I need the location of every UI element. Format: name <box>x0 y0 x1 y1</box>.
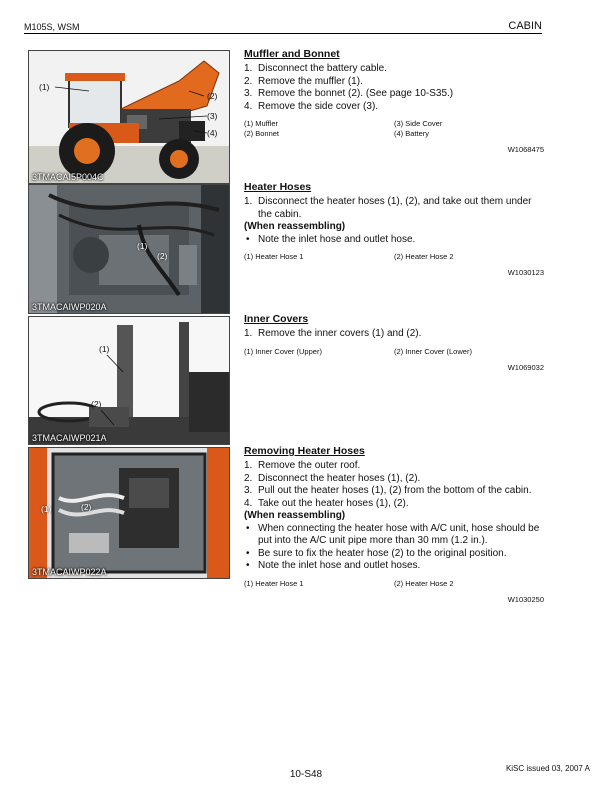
step: 2. Disconnect the heater hoses (1), (2). <box>244 472 421 484</box>
legend-item: (2) Bonnet <box>244 129 280 138</box>
callout-1: (1) <box>137 241 148 251</box>
steps-list <box>244 196 544 221</box>
callout-1: (1) <box>99 344 110 354</box>
reassembly-heading: (When reassembling) <box>244 221 346 232</box>
note: • When connecting the heater hose with A/C unit, hose should be put into the A/C unit pipe more than 30 mm (1.2 in.). <box>244 523 544 548</box>
callout-2: (2) <box>91 399 102 409</box>
legend <box>244 252 544 262</box>
notes-list <box>244 234 544 247</box>
legend-item: (3) Side Cover <box>394 119 443 128</box>
legend <box>244 119 544 139</box>
legend <box>244 347 544 357</box>
callout-1: (1) <box>41 504 52 514</box>
figure-removing-heater-hoses <box>28 447 230 579</box>
figure-muffler-bonnet <box>28 50 230 184</box>
legend-item: (2) Inner Cover (Lower) <box>394 346 472 356</box>
reference-code: W1069032 <box>507 362 544 372</box>
step: 1. Disconnect the heater hoses (1), (2), and take out them under the cabin. <box>244 196 532 220</box>
section-removing-heater-hoses <box>244 445 544 604</box>
engine-photo <box>29 185 229 313</box>
figure-inner-covers <box>28 316 230 445</box>
figure-code: 3TMACAIWP021A <box>32 433 107 443</box>
header-rule <box>24 33 542 34</box>
tractor-photo <box>29 51 229 183</box>
figure-code: 3TMACAIWP020A <box>32 302 107 312</box>
legend-item: (1) Heater Hose 1 <box>244 252 304 261</box>
figure-code: 3TMACAIWP022A <box>32 567 107 577</box>
steps-list <box>244 63 544 113</box>
note: • Note the inlet hose and outlet hoses. <box>244 560 544 573</box>
section-title: Muffler and Bonnet <box>244 48 340 60</box>
callout-1: (1) <box>39 82 50 92</box>
note: • Note the inlet hose and outlet hose. <box>244 234 544 247</box>
step: 2. Remove the muffler (1). <box>244 75 363 87</box>
step: 3. Pull out the heater hoses (1), (2) from the bottom of the cabin. <box>244 485 532 496</box>
reference-code: W1030123 <box>507 268 544 277</box>
header-section: CABIN <box>508 20 542 32</box>
step: 1. Disconnect the battery cable. <box>244 63 387 74</box>
section-title: Heater Hoses <box>244 181 312 193</box>
cabin-photo <box>29 317 229 444</box>
steps-list <box>244 328 544 341</box>
section-heater-hoses <box>244 181 544 277</box>
notes-list <box>244 523 544 573</box>
section-title: Inner Covers <box>244 313 309 325</box>
callout-4: (4) <box>207 128 218 138</box>
step: 1. Remove the outer roof. <box>244 460 361 471</box>
header-model: M105S, WSM <box>24 22 80 32</box>
section-muffler-bonnet <box>244 48 544 154</box>
legend <box>244 579 544 589</box>
steps-list <box>244 460 544 510</box>
legend-item: (4) Battery <box>394 129 430 138</box>
page-number: 10-S48 <box>289 769 323 780</box>
callout-2: (2) <box>81 502 92 512</box>
callout-3: (3) <box>207 111 218 121</box>
step: 1. Remove the inner covers (1) and (2). <box>244 328 422 339</box>
step: 4. Remove the side cover (3). <box>244 100 379 112</box>
figure-code: 3TMACAI5P004C <box>32 172 104 182</box>
section-title: Removing Heater Hoses <box>244 445 365 457</box>
callout-2: (2) <box>157 251 168 261</box>
legend-item: (2) Heater Hose 2 <box>394 578 454 588</box>
step: 3. Remove the bonnet (2). (See page 10-S35.) <box>244 88 454 99</box>
legend-item: (2) Heater Hose 2 <box>394 252 454 261</box>
issue-note: KiSC issued 03, 2007 A <box>505 764 590 773</box>
reassembly-heading: (When reassembling) <box>244 510 346 521</box>
legend-item: (1) Muffler <box>244 119 279 128</box>
section-inner-covers <box>244 313 544 372</box>
legend-item: (1) Inner Cover (Upper) <box>244 346 322 356</box>
callout-2: (2) <box>207 91 218 101</box>
legend-item: (1) Heater Hose 1 <box>244 578 304 588</box>
note: • Be sure to fix the heater hose (2) to the original position. <box>244 548 544 561</box>
reference-code: W1068475 <box>507 145 544 154</box>
figure-heater-hoses <box>28 184 230 314</box>
step: 4. Take out the heater hoses (1), (2). <box>244 497 409 509</box>
reference-code: W1030250 <box>507 594 544 604</box>
roof-photo <box>29 448 229 578</box>
